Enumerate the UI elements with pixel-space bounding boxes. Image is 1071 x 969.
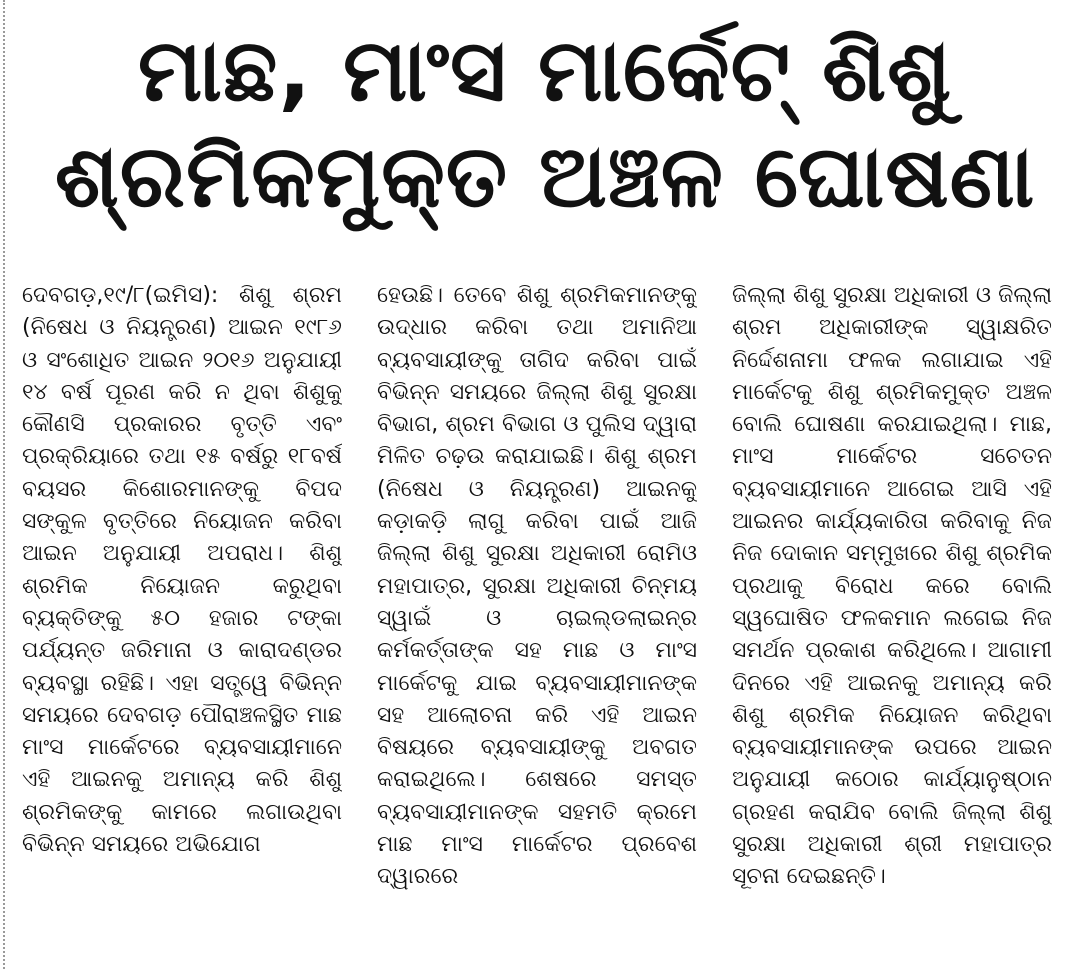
article-column-2-text: ହେଉଛି। ତେବେ ଶିଶୁ ଶ୍ରମିକମାନଙ୍କୁ ଉଦ୍ଧାର କରିବା ତଥା ଅମାନିଆ ବ୍ୟବସାୟୀଙ୍କୁ ତାଗିଦ କରିବା ପାଇଁ ବିଭିନ୍ନ ସମୟରେ ଜିଲ୍ଲା ଶିଶୁ ସୁରକ୍ଷା ବିଭାଗ, ଶ୍ରମ ବିଭାଗ ଓ ପୁଲିସ ଦ୍ୱାରା ମିଳିତ ଚଢ଼ଉ କରାଯାଇଛି। ଶିଶୁ ଶ୍ରମ (ନିଷେଧ ଓ ନିୟନ୍ତ୍ରଣ) ଆଇନକୁ କଡ଼ାକଡ଼ି ଲାଗୁ କରିବା ପାଇଁ ଆଜି ଜିଲ୍ଲା ଶିଶୁ ସୁରକ୍ଷା ଅଧିକାରୀ ରୋମିଓ ମହାପାତ୍ର, ସୁରକ୍ଷା ଅଧିକାରୀ ଚିନ୍ମୟ ସ୍ୱାଇଁ ଓ ଚାଇଲ୍ଡଲାଇନ୍‌ର କର୍ମକର୍ତ୍ତାଙ୍କ ସହ ମାଛ ଓ ମାଂସ ମାର୍କେଟକୁ ଯାଇ ବ୍ୟବସାୟୀମାନଙ୍କ ସହ ଆଲୋଚନା କରି ଏହି ଆଇନ ବିଷୟରେ ବ୍ୟବସାୟୀଙ୍କୁ ଅବଗତ କରାଇଥିଲେ। ଶେଷରେ ସମସ୍ତ ବ୍ୟବସାୟୀମାନଙ୍କ ସହମତି କ୍ରମେ ମାଛ ମାଂସ ମାର୍କେଟର ପ୍ରବେଶ ଦ୍ୱାରରେ: [377, 283, 697, 890]
article-column-1: [22, 280, 342, 960]
article-column-1-text: ଦେବଗଡ଼,୧୯/୮(ଇମିସ): ଶିଶୁ ଶ୍ରମ (ନିଷେଧ ଓ ନିୟନ୍ତ୍ରଣ) ଆଇନ ୧୯୮୬ ଓ ସଂଶୋଧିତ ଆଇନ ୨୦୧୬ ଅନୁଯାୟୀ ୧୪ ବର୍ଷ ପୂରଣ କରି ନ ଥିବା ଶିଶୁକୁ କୌଣସି ପ୍ରକାରର ବୃତ୍ତି ଏବଂ ପ୍ରକ୍ରିୟାରେ ତଥା ୧୫ ବର୍ଷରୁ ୧୮ବର୍ଷ ବୟସର କିଶୋରମାନଙ୍କୁ ବିପଦ ସଙ୍କୁଳ ବୃତ୍ତିରେ ନିୟୋଜନ କରିବା ଆଇନ ଅନୁଯାୟୀ ଅପରାଧ। ଶିଶୁ ଶ୍ରମିକ ନିୟୋଜନ କରୁଥିବା ବ୍ୟକ୍ତିଙ୍କୁ ୫୦ ହଜାର ଟଙ୍କା ପର୍ଯ୍ୟନ୍ତ ଜରିମାନା ଓ କାରାଦଣ୍ଡର ବ୍ୟବସ୍ଥା ରହିଛି। ଏହା ସତ୍ତ୍ୱେ ବିଭିନ୍ନ ସମୟରେ ଦେବଗଡ଼ ପୌରାଞ୍ଚଳସ୍ଥିତ ମାଛ ମାଂସ ମାର୍କେଟରେ ବ୍ୟବସାୟୀମାନେ ଏହି ଆଇନକୁ ଅମାନ୍ୟ କରି ଶିଶୁ ଶ୍ରମିକଙ୍କୁ କାମରେ ଲଗାଉଥିବା ବିଭିନ୍ନ ସମୟରେ ଅଭିଯୋଗ: [22, 283, 342, 858]
article-column-2: [377, 280, 697, 960]
article-column-3: [732, 280, 1052, 960]
article-headline: [40, 18, 1050, 230]
page-edge-dotted-rule: [3, 0, 5, 969]
article-body: [22, 280, 1052, 960]
headline-line-1: ମାଛ, ମାଂସ ମାର୍କେଟ୍ ଶିଶୁ: [137, 21, 953, 121]
headline-line-2: ଶ୍ରମିକମୁକ୍ତ ଅଞ୍ଚଳ ଘୋଷଣା: [54, 127, 1036, 227]
article-column-3-text: ଜିଲ୍ଲା ଶିଶୁ ସୁରକ୍ଷା ଅଧିକାରୀ ଓ ଜିଲ୍ଲା ଶ୍ରମ ଅଧିକାରୀଙ୍କ ସ୍ୱାକ୍ଷରିତ ନିର୍ଦ୍ଦେଶନାମା ଫଳକ ଲଗାଯାଇ ଏହି ମାର୍କେଟକୁ ଶିଶୁ ଶ୍ରମିକମୁକ୍ତ ଅଞ୍ଚଳ ବୋଲି ଘୋଷଣା କରଯାଇଥିଲା। ମାଛ, ମାଂସ ମାର୍କେଟର ସଚେତନ ବ୍ୟବସାୟୀମାନେ ଆଗେଇ ଆସି ଏହି ଆଇନର କାର୍ଯ୍ୟକାରିତା କରିବାକୁ ନିଜ ନିଜ ଦୋକାନ ସମ୍ମୁଖରେ ଶିଶୁ ଶ୍ରମିକ ପ୍ରଥାକୁ ବିରୋଧ କରେ ବୋଲି ସ୍ୱଘୋଷିତ ଫଳକମାନ ଲଗେଇ ନିଜ ସମର୍ଥନ ପ୍ରକାଶ କରିଥିଲେ। ଆଗାମୀ ଦିନରେ ଏହି ଆଇନକୁ ଅମାନ୍ୟ କରି ଶିଶୁ ଶ୍ରମିକ ନିୟୋଜନ କରିଥିବା ବ୍ୟବସାୟୀମାନଙ୍କ ଉପରେ ଆଇନ ଅନୁଯାୟୀ କଠୋର କାର୍ଯ୍ୟାନୁଷ୍ଠାନ ଗ୍ରହଣ କରାଯିବ ବୋଲି ଜିଲ୍ଲା ଶିଶୁ ସୁରକ୍ଷା ଅଧିକାରୀ ଶ୍ରୀ ମହାପାତ୍ର ସୂଚନା ଦେଇଛନ୍ତି।: [732, 283, 1052, 890]
